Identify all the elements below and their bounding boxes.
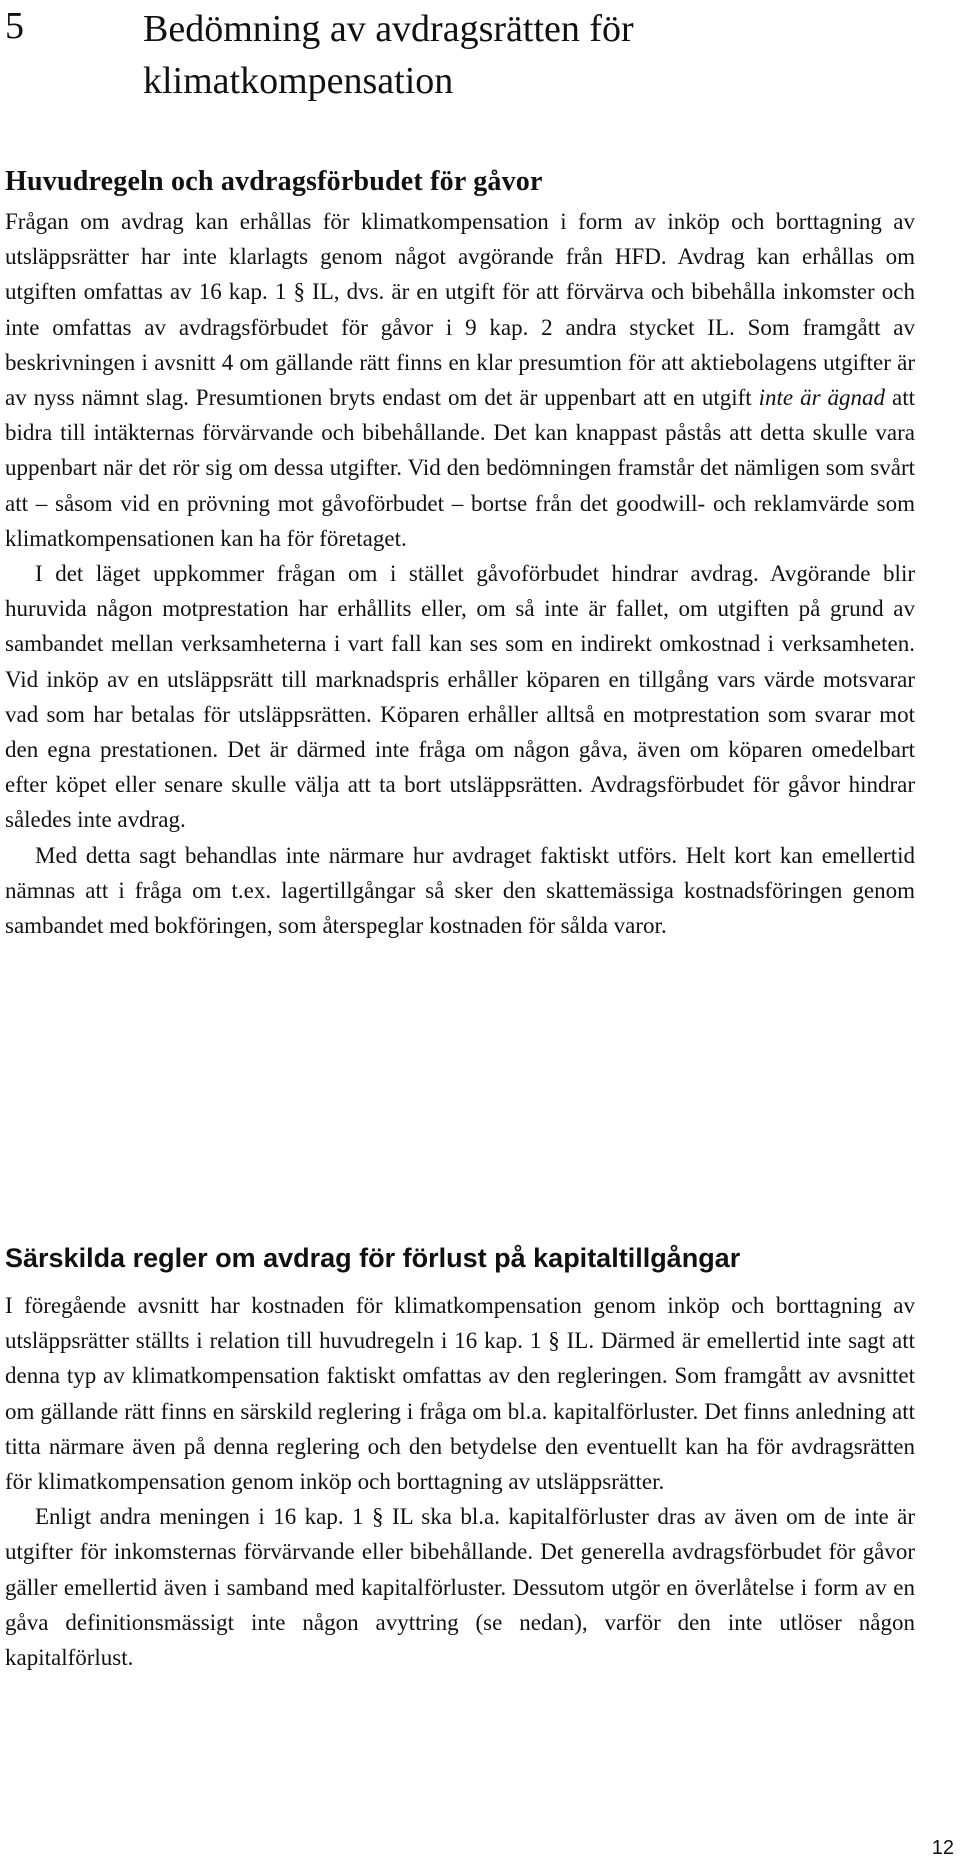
section-body-sarskilda-regler: [5, 1288, 915, 1675]
paragraph-text: att bidra till intäkternas förvärvande och bibehållande. Det kan knappast påstås att detta skulle vara uppenbart när det rör sig om dessa utgifter. Vid den bedömningen framstår det nämligen som svårt att – såsom vid en prövning mot gåvoförbudet – bortse från det goodwill- och reklamvärde som klimatkompensationen kan ha för företaget.: [5, 385, 915, 551]
paragraph: Enligt andra meningen i 16 kap. 1 § IL ska bl.a. kapitalförluster dras av även om de inte är utgifter för inkomsternas förvärvande eller bibehållande. Det generella avdragsförbudet för gåvor gäller emellertid även i samband med kapitalförluster. Dessutom utgör en överlåtelse i form av en gåva definitionsmässigt inte någon avyttring (se nedan), varför den inte utlöser någon kapitalförlust.: [5, 1504, 915, 1671]
page-number: 12: [931, 1837, 954, 1859]
section-heading-huvudregeln: Huvudregeln och avdragsförbudet för gåvor: [5, 166, 543, 197]
section-body-huvudregeln: [5, 204, 915, 943]
paragraph: I föregående avsnitt har kostnaden för klimatkompensation genom inköp och borttagning av utsläppsrätter ställts i relation till huvudregeln i 16 kap. 1 § IL. Därmed är emellertid inte sagt att denna typ av klimatkompensation faktiskt omfattas av den regleringen. Som framgått av avsnittet om gällande rätt finns en särskild reglering i fråga om bl.a. kapitalförluster. Det finns anledning att titta närmare även på denna reglering och den betydelse den eventuellt kan ha för avdragsrätten för klimatkompensation genom inköp och borttagning av utsläppsrätter.: [5, 1293, 915, 1495]
paragraph-text: Frågan om avdrag kan erhållas för klimatkompensation i form av inköp och borttagning av utsläppsrätter har inte klarlagts genom något avgörande från HFD. Avdrag kan erhållas om utgiften omfattas av 16 kap. 1 § IL, dvs. är en utgift för att förvärva och bibehålla inkomster och inte omfattas av avdragsförbudet för gåvor i 9 kap. 2 andra stycket IL. Som framgått av beskrivningen i avsnitt 4 om gällande rätt finns en klar presumtion för att aktiebolagens utgifter är av nyss nämnt slag. Presumtionen bryts endast om det är uppenbart att en utgift: [5, 209, 915, 411]
chapter-title: Bedömning av avdragsrätten för klimatkompensation: [143, 8, 634, 102]
chapter-number: 5: [5, 5, 24, 47]
emphasis-text: inte är ägnad: [758, 385, 886, 411]
paragraph: Med detta sagt behandlas inte närmare hur avdraget faktiskt utförs. Helt kort kan emellertid nämnas att i fråga om t.ex. lagertillgångar så sker den skattemässiga kostnadsföringen genom sambandet med bokföringen, som återspeglar kostnaden för sålda varor.: [5, 842, 915, 939]
paragraph: [5, 204, 915, 556]
paragraph: I det läget uppkommer frågan om i stället gåvoförbudet hindrar avdrag. Avgörande blir huruvida någon motprestation har erhållits eller, om så inte är fallet, om utgiften på grund av sambandet mellan verksamheterna i vart fall kan ses som en indirekt omkostnad i verksamheten. Vid inköp av en utsläppsrätt till marknadspris erhåller köparen en tillgång vars värde motsvarar vad som har betalas för utsläppsrätten. Köparen erhåller alltså en motprestation som svarar mot den egna prestationen. Det är därmed inte fråga om någon gåva, även om köparen omedelbart efter köpet eller senare skulle välja att ta bort utsläppsrätten. Avdragsförbudet för gåvor hindrar således inte avdrag.: [5, 561, 915, 833]
section-heading-sarskilda-regler: Särskilda regler om avdrag för förlust på kapitaltillgångar: [5, 1243, 741, 1273]
